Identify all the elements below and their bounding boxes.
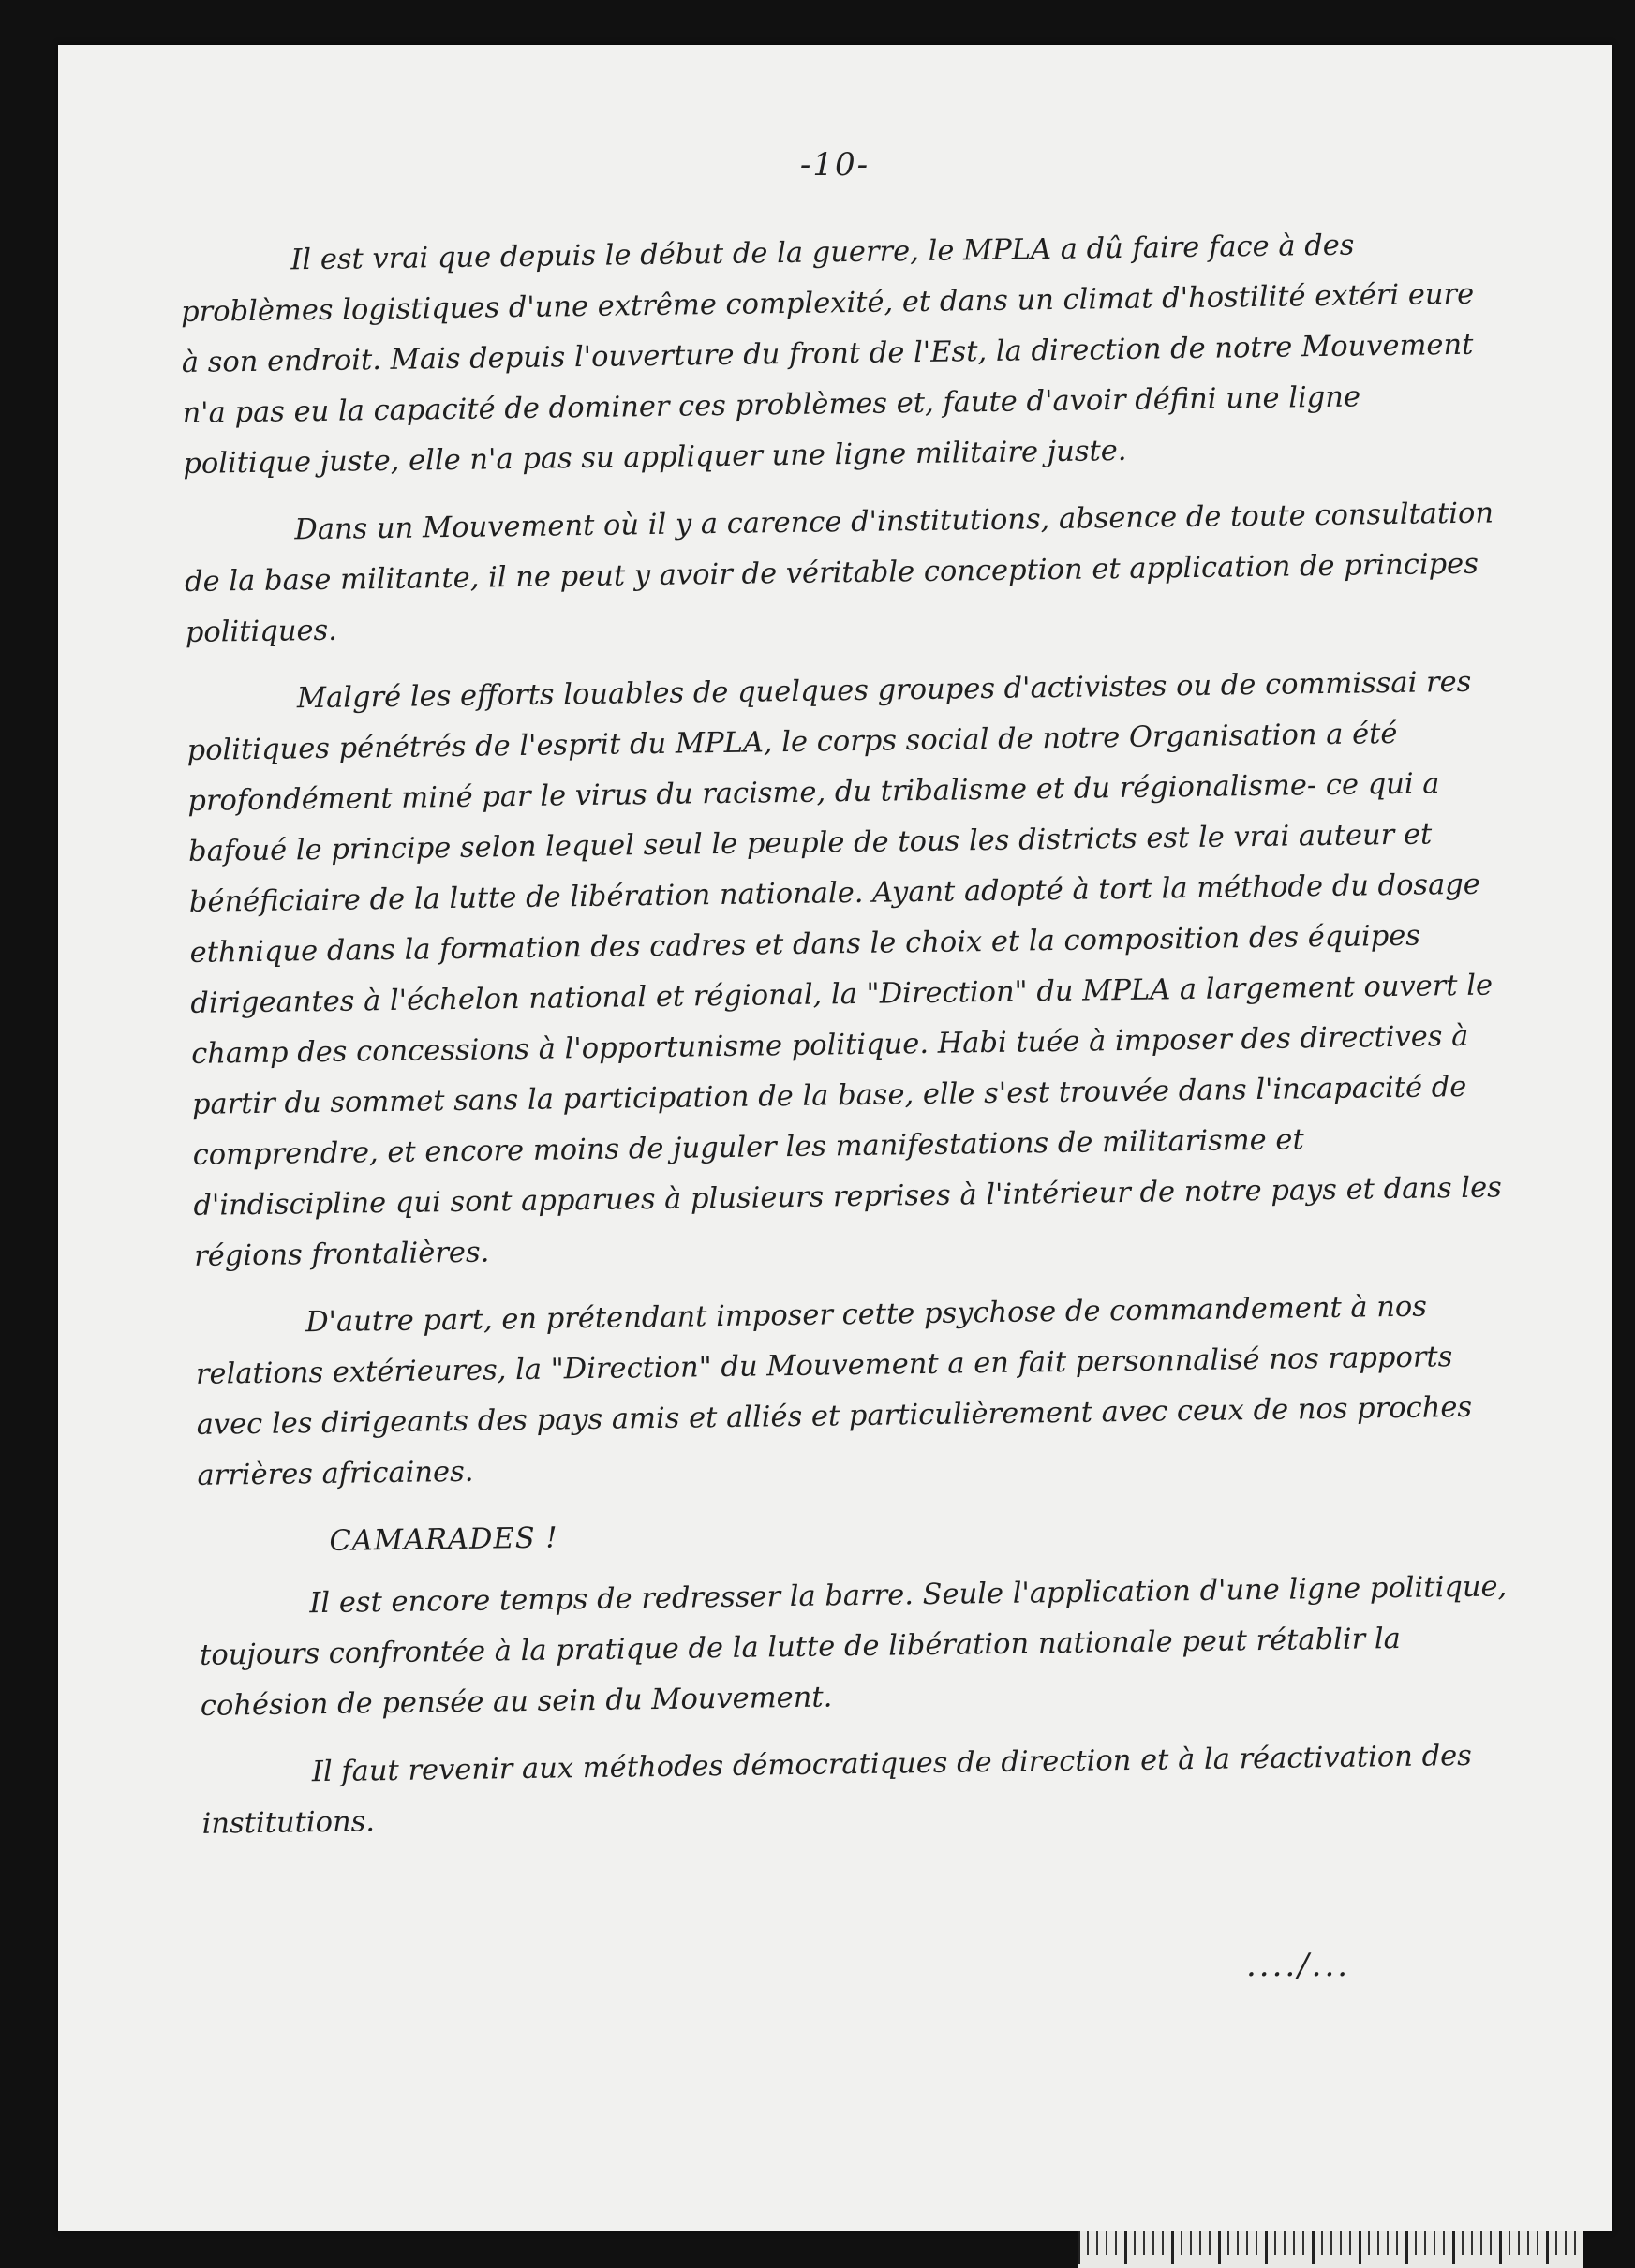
paragraph-1: Il est vrai que depuis le début de la guerre, le MPLA a dû faire face à des problèmes logistiques d'une extrême complexité, et dans un climat d'hostilité extéri eure à son endroit. Mais depuis l'ouverture du front de l'Est, la direction de notre Mouvement n'a pas eu la capacité de dominer ces problèmes et, faute d'avoir défini une ligne politique juste, elle n'a pas su appliquer une ligne militaire juste. bbox=[180, 229, 1475, 481]
ruler-major-ticks bbox=[1078, 2231, 1583, 2264]
continuation-mark: ..../... bbox=[1246, 1947, 1351, 1984]
paragraph-3: Malgré les efforts louables de quelques groupes d'activistes ou de commissai res politiques pénétrés de l'esprit du MPLA, le corps social de notre Organisation a été profondément miné par le virus du racisme, du tribalisme et du régionalisme- ce qui a bafoué le principe selon lequel seul le peuple de tous les districts est le vrai auteur et bénéficiaire de la lutte de libération nationale. Ayant adopté à tort la méthode du dosage ethnique dans la formation des cadres et dans le choix et la composition des équipes dirigeantes à l'échelon national et régional, la "Direction" du MPLA a largement ouvert le champ des concessions à l'opportunisme politique. Habi tuée à imposer des directives à partir du sommet sans la participation de la base, elle s'est trouvée dans l'incapacité de comprendre, et encore moins de juguler les manifestations de militarisme et d'indiscipline qui sont apparues à plusieurs reprises à l'intérieur de notre pays et dans les régions frontalières. bbox=[186, 665, 1503, 1273]
document-body bbox=[180, 218, 1514, 1866]
paragraph-2: Dans un Mouvement où il y a carence d'institutions, absence de toute consultation de la base militante, il ne peut y avoir de véritable conception et application de principes politiques. bbox=[184, 497, 1494, 649]
scale-ruler bbox=[1078, 2231, 1583, 2268]
page-number: -10- bbox=[799, 146, 870, 184]
document-page bbox=[58, 45, 1612, 2231]
paragraph-5: Il est encore temps de redresser la barre. Seule l'application d'une ligne politique, toujours confrontée à la pratique de la lutte de libération nationale peut rétablir la cohésion de pensée au sein du Mouvement. bbox=[199, 1570, 1508, 1723]
paragraph-6: Il faut revenir aux méthodes démocratiques de direction et à la réactivation des institutions. bbox=[201, 1739, 1473, 1841]
section-heading: CAMARADES ! bbox=[329, 1521, 558, 1558]
paragraph-4: D'autre part, en prétendant imposer cette psychose de commandement à nos relations extérieures, la "Direction" du Mouvement a en fait personnalisé nos rapports avec les dirigeants des pays amis et alliés et particulièrement avec ceux de nos proches arrières africaines. bbox=[195, 1290, 1473, 1492]
